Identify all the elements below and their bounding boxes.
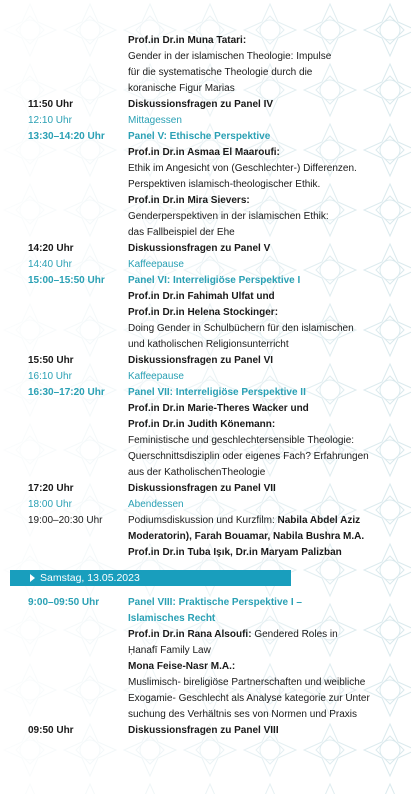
description-line: [128, 113, 396, 129]
entry-description: [128, 627, 396, 723]
line-text: Muslimisch- bireligiöse Partnerschaften und weibliche: [128, 677, 366, 688]
line-text: Diskussionsfragen zu Panel VI: [128, 355, 274, 366]
description-line: [128, 353, 396, 369]
entry-description: [128, 129, 396, 145]
entry-time: 18:00 Uhr: [28, 499, 72, 510]
description-line: [128, 81, 396, 97]
description-line: [128, 627, 396, 643]
description-line: [128, 481, 396, 497]
line-text: aus der KatholischenTheologie: [128, 467, 266, 478]
entry-time: 19:00–20:30 Uhr: [28, 515, 103, 526]
description-line: [128, 273, 396, 289]
description-line: [128, 497, 396, 513]
line-text: Prof.in Dr.in Marie-Theres Wacker und: [128, 403, 309, 414]
date-header-bar: [10, 570, 291, 586]
description-line: [128, 513, 396, 529]
description-line: [128, 707, 396, 723]
entry-description: [128, 113, 396, 129]
description-line: [128, 209, 396, 225]
line-text: Kaffeepause: [128, 259, 184, 270]
line-text: Perspektiven islamisch-theologischer Ethik.: [128, 179, 321, 190]
line-text: Prof.in Dr.in Judith Könemann:: [128, 419, 276, 430]
date-label: Samstag, 13.05.2023: [40, 572, 140, 584]
line-text: Podiumsdiskussion und Kurzfilm:: [128, 515, 278, 526]
entry-description: [128, 723, 396, 739]
entry-description: [128, 145, 396, 241]
line-text: Panel V: Ethische Perspektive: [128, 131, 271, 142]
line-tail-text: Nabila Abdel Aziz: [277, 515, 361, 526]
entry-time: 15:00–15:50 Uhr: [28, 275, 105, 286]
description-line: [128, 385, 396, 401]
line-tail-text: Gendered Roles in: [254, 629, 338, 640]
line-text: Prof.in Dr.in Mira Sievers:: [128, 195, 250, 206]
description-line: [128, 161, 396, 177]
entry-description: [128, 385, 396, 401]
line-text: Prof.in Dr.in Rana Alsoufi:: [128, 629, 255, 640]
entry-description: [128, 273, 396, 289]
entry-time: 14:40 Uhr: [28, 259, 72, 270]
line-text: Mona Feise-Nasr M.A.:: [128, 661, 236, 672]
line-text: für die systematische Theologie durch die: [128, 67, 313, 78]
description-line: [128, 449, 396, 465]
line-text: Prof.in Dr.in Fahimah Ulfat und: [128, 291, 275, 302]
line-text: Panel VIII: Praktische Perspektive I –: [128, 597, 302, 608]
entry-time: 16:10 Uhr: [28, 371, 72, 382]
entry-time: 15:50 Uhr: [28, 355, 74, 366]
line-text: Prof.in Dr.in Tuba Işık, Dr.in Maryam Palizban: [128, 547, 342, 558]
description-line: [128, 433, 396, 449]
triangle-right-icon: [30, 574, 35, 582]
entry-description: [128, 513, 396, 561]
entry-description: [128, 33, 396, 97]
description-line: [128, 465, 396, 481]
line-text: Prof.in Dr.in Muna Tatari:: [128, 35, 247, 46]
line-text: Prof.in Dr.in Helena Stockinger:: [128, 307, 279, 318]
entry-description: [128, 257, 396, 273]
line-text: und katholischen Religionsunterricht: [128, 339, 289, 350]
description-line: [128, 659, 396, 675]
line-text: Islamisches Recht: [128, 613, 216, 624]
entry-time: 13:30–14:20 Uhr: [28, 131, 105, 142]
description-line: [128, 529, 396, 545]
entry-time: 12:10 Uhr: [28, 115, 72, 126]
description-line: [128, 305, 396, 321]
entry-time: 11:50 Uhr: [28, 99, 74, 110]
description-line: [128, 33, 396, 49]
entry-description: [128, 97, 396, 113]
entry-description: [128, 289, 396, 353]
entry-description: [128, 595, 396, 627]
description-line: [128, 49, 396, 65]
line-text: Panel VI: Interreligiöse Perspektive I: [128, 275, 301, 286]
line-text: Diskussionsfragen zu Panel V: [128, 243, 271, 254]
line-text: Prof.in Dr.in Asmaa El Maaroufi:: [128, 147, 280, 158]
line-text: Exogamie- Geschlecht als Analyse kategorie zur Unter: [128, 693, 370, 704]
description-line: [128, 65, 396, 81]
entry-time: 09:50 Uhr: [28, 725, 74, 736]
line-text: Panel VII: Interreligiöse Perspektive II: [128, 387, 306, 398]
line-text: suchung des Verhältnis ses von Normen und Praxis: [128, 709, 358, 720]
description-line: [128, 401, 396, 417]
entry-time: 14:20 Uhr: [28, 243, 74, 254]
description-line: [128, 417, 396, 433]
description-line: [128, 193, 396, 209]
description-line: [128, 595, 396, 611]
description-line: [128, 97, 396, 113]
entry-description: [128, 401, 396, 481]
entry-description: [128, 241, 396, 257]
line-text: Ethik im Angesicht von (Geschlechter-) Differenzen.: [128, 163, 357, 174]
description-line: [128, 643, 396, 659]
description-line: [128, 369, 396, 385]
description-line: [128, 241, 396, 257]
entry-description: [128, 353, 396, 369]
line-text: Genderperspektiven in der islamischen Ethik:: [128, 211, 329, 222]
description-line: [128, 289, 396, 305]
description-line: [128, 337, 396, 353]
line-text: Moderatorin), Farah Bouamar, Nabila Bushra M.A.: [128, 531, 365, 542]
entry-description: [128, 369, 396, 385]
entry-time: 17:20 Uhr: [28, 483, 74, 494]
line-text: Ḥanafī Family Law: [128, 645, 211, 656]
description-line: [128, 545, 396, 561]
entry-description: [128, 481, 396, 497]
line-text: Diskussionsfragen zu Panel IV: [128, 99, 274, 110]
entry-time: 16:30–17:20 Uhr: [28, 387, 105, 398]
description-line: [128, 145, 396, 161]
description-line: [128, 691, 396, 707]
line-text: Gender in der islamischen Theologie: Impulse: [128, 51, 332, 62]
line-text: Kaffeepause: [128, 371, 184, 382]
description-line: [128, 723, 396, 739]
line-text: Querschnittsdisziplin oder eigenes Fach? Erfahrungen: [128, 451, 369, 462]
line-text: Abendessen: [128, 499, 184, 510]
line-text: Doing Gender in Schulbüchern für den islamischen: [128, 323, 354, 334]
line-text: Diskussionsfragen zu Panel VIII: [128, 725, 279, 736]
entry-time: 9:00–09:50 Uhr: [28, 597, 100, 608]
description-line: [128, 675, 396, 691]
line-text: das Fallbeispiel der Ehe: [128, 227, 235, 238]
description-line: [128, 321, 396, 337]
entry-description: [128, 497, 396, 513]
line-text: Feministische und geschlechtersensible Theologie:: [128, 435, 355, 446]
description-line: [128, 225, 396, 241]
description-line: [128, 611, 396, 627]
line-text: koranische Figur Marias: [128, 83, 235, 94]
description-line: [128, 257, 396, 273]
line-text: Mittagessen: [128, 115, 182, 126]
description-line: [128, 177, 396, 193]
description-line: [128, 129, 396, 145]
line-text: Diskussionsfragen zu Panel VII: [128, 483, 276, 494]
